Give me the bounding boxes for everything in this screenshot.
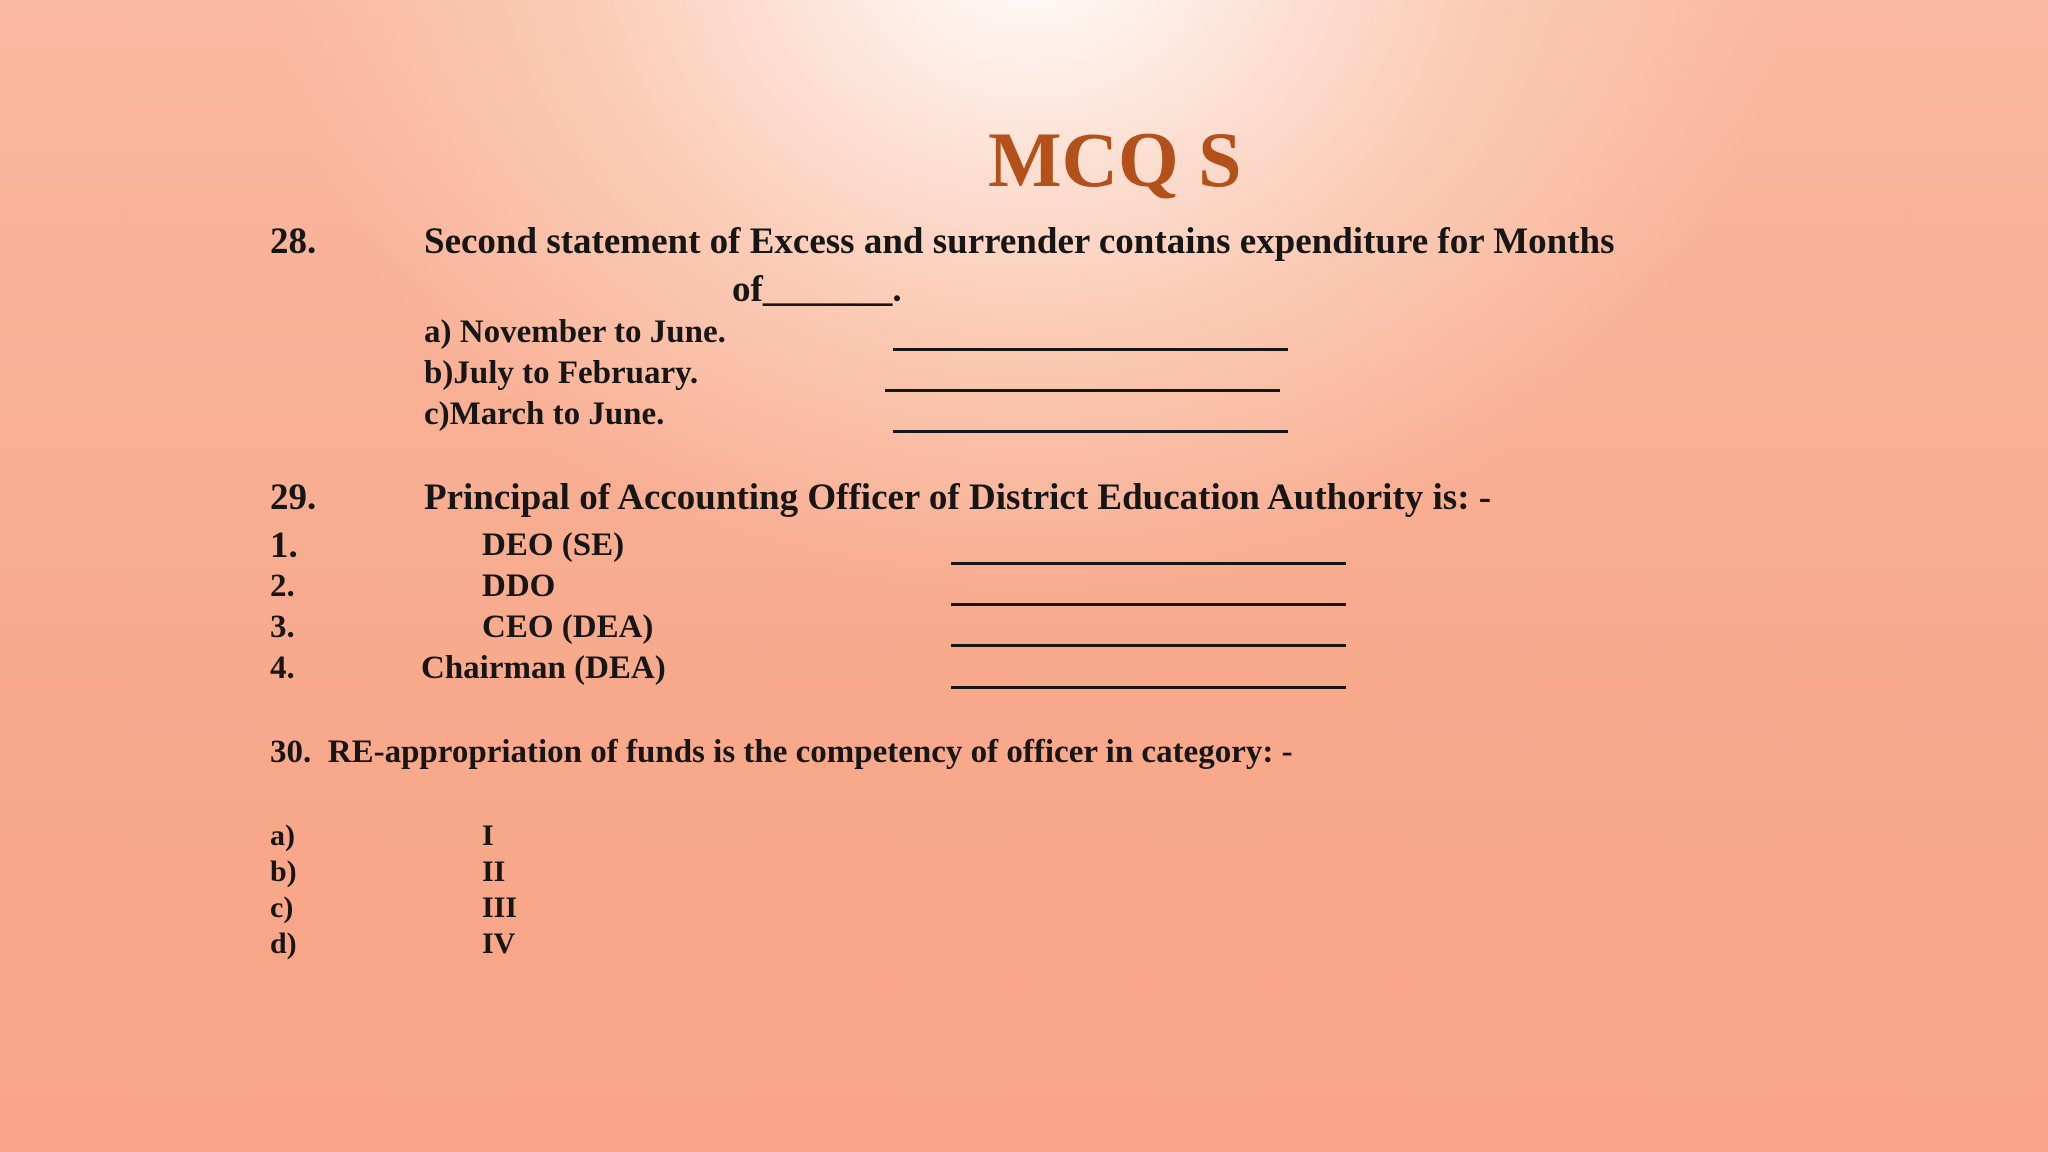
q29-option-number: 4. xyxy=(270,650,295,686)
answer-blank xyxy=(951,562,1346,565)
q30-option-c: III xyxy=(482,891,518,924)
q29-option-4: Chairman (DEA) xyxy=(421,650,666,686)
q29-option-3: CEO (DEA) xyxy=(482,609,654,645)
slide-title: MCQ S xyxy=(988,116,1242,203)
q29-text: Principal of Accounting Officer of District Education Authority is: - xyxy=(424,477,1492,518)
q29-option-1: DEO (SE) xyxy=(482,527,625,563)
q29-option-number: 3. xyxy=(270,609,295,645)
q28-option-a: a) November to June. xyxy=(424,314,726,350)
q29-option-number: 1. xyxy=(270,525,298,566)
q28-text: Second statement of Excess and surrender contains expenditure for Months xyxy=(424,221,1615,262)
q30-option-b: II xyxy=(482,855,506,888)
q28-option-c: c)March to June. xyxy=(424,396,665,432)
q30-option-letter: c) xyxy=(270,891,294,924)
answer-blank xyxy=(951,644,1346,647)
q28-number: 28. xyxy=(270,221,317,262)
answer-blank xyxy=(885,389,1280,392)
answer-blank xyxy=(893,348,1288,351)
answer-blank xyxy=(951,686,1346,689)
q30-option-a: I xyxy=(482,819,494,852)
q29-option-2: DDO xyxy=(482,568,556,604)
q29-option-number: 2. xyxy=(270,568,295,604)
q30-text: 30. RE-appropriation of funds is the competency of officer in category: - xyxy=(270,734,1293,770)
q28-option-b: b)July to February. xyxy=(424,355,699,391)
q30-option-letter: d) xyxy=(270,927,297,960)
q29-number: 29. xyxy=(270,477,317,518)
q30-option-letter: b) xyxy=(270,855,297,888)
q30-option-letter: a) xyxy=(270,819,295,852)
answer-blank xyxy=(951,603,1346,606)
answer-blank xyxy=(893,430,1288,433)
q30-option-d: IV xyxy=(482,927,516,960)
q28-text-line2: of_______. xyxy=(732,269,902,310)
